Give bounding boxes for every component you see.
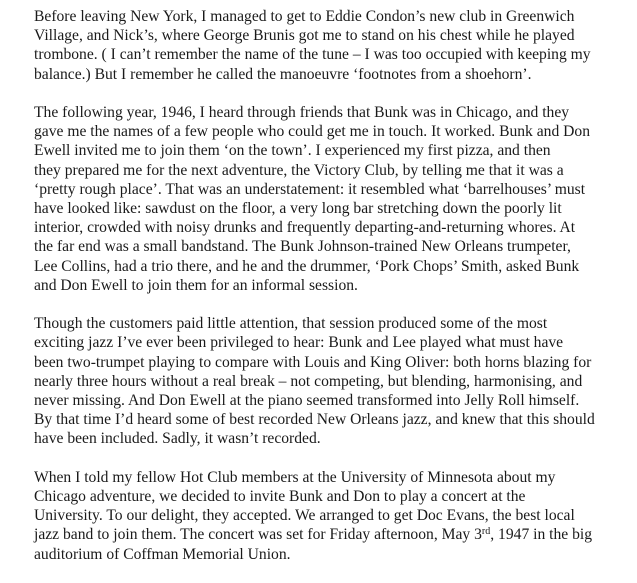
text-line: never missing. And Don Ewell at the piano seemed transformed into Jelly Roll himself.	[34, 392, 580, 410]
text-line: Village, and Nick’s, where George Brunis got me to stand on his chest while he played	[34, 27, 575, 45]
paragraph-2	[34, 103, 634, 295]
text-line: Chicago adventure, we decided to invite Bunk and Don to play a concert at the	[34, 488, 526, 506]
text-line: By that time I’d heard some of best recorded New Orleans jazz, and knew that this should	[34, 411, 595, 429]
text-line: the far end was a small bandstand. The Bunk Johnson-trained New Orleans trumpeter,	[34, 238, 571, 256]
text-line: The following year, 1946, I heard through friends that Bunk was in Chicago, and they	[34, 104, 570, 121]
text-line: balance.) But I remember he called the manoeuvre ‘footnotes from a shoehorn’.	[34, 65, 532, 83]
text-line: When I told my fellow Hot Club members at the University of Minnesota about my	[34, 468, 556, 486]
text-segment: jazz band to join them. The concert was set for Friday afternoon, May 3	[34, 526, 482, 544]
text-line: ‘pretty rough place’. That was an understatement: it resembled what ‘barrelhouses’ must	[34, 180, 586, 198]
text-line: trombone. ( I can’t remember the name of the tune – I was too occupied with keeping my	[34, 46, 591, 64]
text-line: Before leaving New York, I managed to get to Eddie Condon’s new club in Greenwich	[34, 8, 575, 25]
paragraph-1	[34, 7, 634, 84]
text-line: been two-trumpet playing to compare with Louis and King Oliver: both horns blazing for	[34, 353, 592, 371]
ordinal-suffix: rd	[481, 526, 491, 538]
text-line: they prepared me for the next adventure, the Victory Club, by telling me that it was a	[34, 161, 564, 179]
paragraph-4	[34, 468, 634, 564]
text-line: Though the customers paid little attention, that session produced some of the most	[34, 315, 548, 333]
text-line: Lee Collins, had a trio there, and he and the drummer, ‘Pork Chops’ Smith, asked Bunk	[34, 257, 580, 275]
text-line: gave me the names of a few people who could get me in touch. It worked. Bunk and Don	[34, 123, 591, 141]
text-line: nearly three hours without a real break – not competing, but blending, harmonising, and	[34, 372, 583, 390]
text-line: and Don Ewell to join them for an informal session.	[34, 276, 358, 294]
text-line: have looked like: sawdust on the floor, a very long bar stretching down the poorly lit	[34, 200, 562, 218]
text-line: University. To our delight, they accepted. We arranged to get Doc Evans, the best local	[34, 507, 575, 525]
paragraph-3	[34, 314, 634, 448]
document-page	[34, 7, 634, 583]
text-line: interior, crowded with noisy drunks and frequently departing-and-returning whores. At	[34, 219, 576, 237]
text-line: exciting jazz I’ve ever been privileged to hear: Bunk and Lee played what must have	[34, 334, 564, 352]
text-line: have been included. Sadly, it wasn’t recorded.	[34, 430, 321, 448]
text-segment: , 1947 in the big	[490, 526, 593, 544]
text-line: auditorium of Coffman Memorial Union.	[34, 545, 291, 563]
text-line: Ewell invited me to join them ‘on the town’. I experienced my first pizza, and then	[34, 142, 551, 160]
text-line-with-date	[34, 525, 634, 544]
